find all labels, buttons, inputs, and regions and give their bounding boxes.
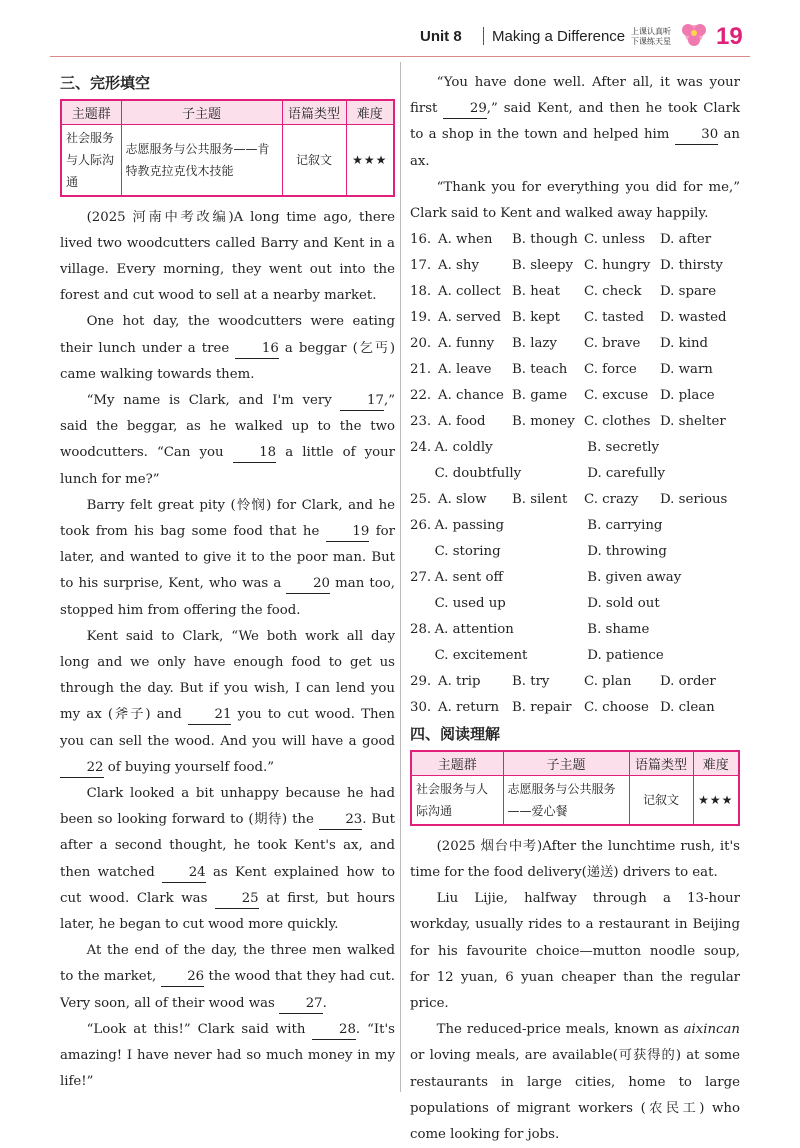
cell-text-type: 记叙文 — [629, 775, 693, 825]
option-row — [410, 279, 740, 305]
option-d[interactable]: D. kind — [660, 336, 709, 352]
option-c[interactable]: C. excuse — [584, 388, 649, 404]
option-c[interactable]: C. tasted — [584, 310, 644, 326]
passage-paragraph — [60, 493, 395, 624]
option-c[interactable]: C. storing — [434, 544, 501, 560]
page-header — [0, 18, 800, 54]
option-c[interactable]: C. hungry — [584, 258, 651, 274]
option-d[interactable]: D. wasted — [660, 310, 727, 326]
header-difficulty: 难度 — [346, 100, 394, 124]
option-d[interactable]: D. sold out — [587, 596, 660, 612]
option-b[interactable]: B. secretly — [587, 440, 659, 456]
blank-24[interactable]: 24 — [162, 864, 206, 883]
option-c[interactable]: C. plan — [584, 674, 632, 690]
paragraph-text: ,” said Kent, and then he took Clark to a shop in the town and helped him — [410, 101, 740, 143]
option-row — [410, 331, 740, 357]
paragraph-text: “My name is Clark, and I'm very — [86, 392, 341, 408]
question-number: 26. — [410, 518, 432, 534]
option-b[interactable]: B. kept — [512, 310, 561, 326]
blank-19[interactable]: 19 — [326, 523, 370, 542]
passage-paragraph — [60, 938, 395, 1017]
cell-sub-theme: 志愿服务与公共服务——爱心餐 — [503, 775, 629, 825]
passage-paragraph — [60, 781, 395, 938]
option-row — [410, 305, 740, 331]
paragraph-text: man too, stopped him from offering the food. — [60, 576, 395, 618]
option-b[interactable]: B. though — [512, 232, 578, 248]
option-row — [410, 383, 740, 409]
option-c[interactable]: C. force — [584, 362, 637, 378]
question-number: 29. — [410, 674, 432, 690]
passage-paragraph — [60, 309, 395, 388]
header-slogan — [631, 27, 671, 47]
column-divider — [400, 62, 401, 1092]
paragraph-text: an ax. — [410, 127, 741, 169]
paragraph-text: at first, but hours later, he began to cut wood more quickly. — [60, 890, 395, 932]
paragraph-text: the wood that they had cut. Very soon, all of their wood was — [60, 969, 395, 1011]
question-number: 22. — [410, 388, 432, 404]
reading-paragraph — [410, 1017, 740, 1148]
left-column — [60, 70, 395, 1095]
option-b[interactable]: B. repair — [512, 700, 572, 716]
option-c[interactable]: C. clothes — [584, 414, 651, 430]
italic-term: aixincan — [683, 1022, 740, 1038]
option-row — [410, 695, 740, 721]
paragraph-text: Clark looked a bit unhappy because he had been so looking forward to (期待) the — [60, 785, 395, 828]
section-title-cloze: 三、完形填空 — [60, 74, 151, 92]
option-row — [410, 409, 740, 435]
option-row — [410, 253, 740, 279]
option-row — [410, 539, 740, 565]
indent-spacer — [410, 461, 435, 487]
option-a[interactable]: A. funny — [438, 336, 495, 352]
option-d[interactable]: D. patience — [587, 648, 664, 664]
option-d[interactable]: D. shelter — [660, 414, 726, 430]
option-a[interactable]: A. when — [438, 232, 493, 248]
unit-label: Unit 8 — [420, 28, 462, 45]
option-d[interactable]: D. after — [660, 232, 712, 248]
page-number: 19 — [716, 23, 743, 50]
option-row — [410, 487, 740, 513]
option-a[interactable]: A. trip — [438, 674, 481, 690]
option-d[interactable]: D. serious — [660, 492, 728, 508]
option-row — [410, 227, 740, 253]
cell-difficulty: ★★★ — [346, 124, 394, 196]
cloze-info-table — [60, 99, 395, 197]
right-column — [410, 70, 740, 1148]
paragraph-text: “Look at this!” Clark said with — [86, 1021, 313, 1037]
option-a[interactable]: A. attention — [434, 622, 514, 638]
option-row — [410, 591, 740, 617]
slogan-line-1: 上课认真听 — [631, 27, 671, 36]
question-number: 24. — [410, 440, 432, 456]
option-c[interactable]: C. used up — [434, 596, 506, 612]
cell-difficulty: ★★★ — [693, 775, 739, 825]
section-title-reading: 四、阅读理解 — [410, 725, 501, 744]
passage-paragraph — [60, 205, 395, 310]
option-c[interactable]: C. check — [584, 284, 642, 300]
option-row — [410, 617, 740, 643]
option-row — [410, 669, 740, 695]
question-number: 21. — [410, 362, 432, 378]
option-b[interactable]: B. heat — [512, 284, 560, 300]
blank-18[interactable]: 18 — [233, 444, 277, 463]
option-b[interactable]: B. lazy — [512, 336, 557, 352]
option-c[interactable]: C. choose — [584, 700, 649, 716]
option-row — [410, 643, 740, 669]
unit-title: Making a Difference — [492, 28, 626, 45]
option-d[interactable]: D. thirsty — [660, 258, 723, 274]
paragraph-text: “You have done well. After all, it was your first — [410, 75, 740, 117]
cell-sub-theme: 志愿服务与公共服务——肯特教克拉克伐木技能 — [121, 124, 282, 196]
question-number: 25. — [410, 492, 432, 508]
paragraph-text: as Kent explained how to cut wood. Clark was — [60, 864, 396, 906]
option-b[interactable]: B. game — [512, 388, 568, 404]
paragraph-text: ,” said the beggar, as he walked up to the two woodcutters. “Can you — [60, 392, 395, 461]
indent-spacer — [410, 643, 435, 669]
option-a[interactable]: A. slow — [438, 492, 487, 508]
indent-spacer — [410, 591, 435, 617]
reading-info-table — [410, 750, 740, 826]
paragraph-text: or loving meals, are available(可获得的) at some restaurants in large cities, home to large populations of migrant workers (农民工) who come looking for jobs. — [410, 1048, 740, 1142]
blank-25[interactable]: 25 — [215, 890, 259, 909]
paragraph-text: Barry felt great pity (怜悯) for Clark, and he took from his bag some food that he — [60, 497, 395, 539]
option-c[interactable]: C. excitement — [434, 648, 528, 664]
option-c[interactable]: C. brave — [584, 336, 641, 352]
cell-text-type: 记叙文 — [282, 124, 346, 196]
question-number: 28. — [410, 622, 432, 638]
paragraph-text: . But after a second thought, he took Kent's ax, and then watched — [60, 812, 395, 880]
indent-spacer — [410, 539, 435, 565]
blank-23[interactable]: 23 — [319, 811, 363, 830]
paragraph-text: of buying yourself food.” — [103, 759, 275, 775]
option-row — [410, 461, 740, 487]
paragraph-text: After the lunchtime rush, it's time for the food delivery(递送) drivers to eat. — [410, 838, 740, 880]
option-c[interactable]: C. crazy — [584, 492, 639, 508]
flower-logo-icon — [676, 20, 712, 52]
option-row — [410, 357, 740, 383]
option-a[interactable]: A. collect — [438, 284, 501, 300]
blank-26[interactable]: 26 — [161, 968, 205, 987]
option-d[interactable]: D. throwing — [587, 544, 667, 560]
passage-paragraph: “Thank you for everything you did for me,” Clark said to Kent and walked away happily. — [410, 179, 740, 222]
paragraph-text: One hot day, the woodcutters were eating their lunch under a tree — [60, 314, 395, 356]
option-d[interactable]: D. place — [660, 388, 715, 404]
paragraph-text: you to cut wood. Then you can sell the wood. And you will have a good — [60, 707, 395, 749]
reading-paragraph: Liu Lijie, halfway through a 13-hour workday, usually rides to a restaurant in Beijing for his favourite choice—mutton noodle soup, for 12 yuan, 6 yuan cheaper than the regular price. — [410, 891, 740, 1011]
option-b[interactable]: B. teach — [512, 362, 568, 378]
passage-paragraph — [60, 388, 395, 493]
option-d[interactable]: D. warn — [660, 362, 713, 378]
option-a[interactable]: A. chance — [438, 388, 504, 404]
slogan-line-2: 下课练天星 — [631, 37, 671, 46]
header-sub-theme: 子主题 — [121, 100, 282, 124]
question-number: 19. — [410, 310, 432, 326]
source-note: (2025 烟台中考) — [436, 838, 543, 854]
paragraph-text: a beggar (乞丐) came walking towards them. — [60, 340, 396, 382]
header-text-type: 语篇类型 — [629, 751, 693, 775]
paragraph-text: A long time ago, there lived two woodcutters called Barry and Kent in a village. Every morning, they went out into the forest and cut wood to sell at a nearby market. — [60, 209, 395, 304]
option-a[interactable]: A. passing — [434, 518, 505, 534]
reading-paragraph — [410, 834, 740, 886]
option-b[interactable]: B. silent — [512, 492, 568, 508]
option-row — [410, 435, 740, 461]
paragraph-text: . “It's amazing! I have never had so much money in my life!” — [60, 1021, 396, 1090]
option-b[interactable]: B. given away — [587, 570, 682, 586]
option-c[interactable]: C. doubtfully — [434, 466, 522, 482]
question-number: 16. — [410, 232, 432, 248]
paragraph-text: . — [322, 995, 327, 1011]
passage-paragraph — [410, 70, 740, 175]
options-list — [410, 227, 740, 721]
header-separator — [483, 27, 484, 45]
cell-theme-group: 社会服务与人际沟通 — [61, 124, 121, 196]
option-a[interactable]: A. leave — [438, 362, 492, 378]
blank-30[interactable]: 30 — [675, 126, 719, 145]
blank-21[interactable]: 21 — [188, 706, 232, 725]
header-difficulty: 难度 — [693, 751, 739, 775]
option-b[interactable]: B. money — [512, 414, 575, 430]
source-note: (2025 河南中考改编) — [86, 209, 234, 225]
option-b[interactable]: B. sleepy — [512, 258, 574, 274]
header-theme-group: 主题群 — [411, 751, 503, 775]
question-number: 23. — [410, 414, 432, 430]
blank-17[interactable]: 17 — [340, 392, 384, 411]
paragraph-text: Kent said to Clark, “We both work all day long and we only have enough food to get us through the day. But if you wish, I can lend you my ax (斧子) and — [60, 628, 395, 723]
option-b[interactable]: B. try — [512, 674, 550, 690]
option-c[interactable]: C. unless — [584, 232, 646, 248]
paragraph-text: The reduced-price meals, known as — [436, 1022, 684, 1038]
option-d[interactable]: D. carefully — [587, 466, 666, 482]
option-a[interactable]: A. coldly — [434, 440, 493, 456]
option-d[interactable]: D. spare — [660, 284, 717, 300]
blank-20[interactable]: 20 — [286, 575, 330, 594]
header-sub-theme: 子主题 — [503, 751, 629, 775]
option-a[interactable]: A. sent off — [434, 570, 503, 586]
question-number: 18. — [410, 284, 432, 300]
cell-theme-group: 社会服务与人际沟通 — [411, 775, 503, 825]
header-rule — [50, 56, 750, 57]
question-number: 20. — [410, 336, 432, 352]
paragraph-text: a little of your lunch for me?” — [60, 445, 396, 487]
blank-22[interactable]: 22 — [60, 759, 104, 778]
option-a[interactable]: A. shy — [438, 258, 479, 274]
question-number: 17. — [410, 258, 432, 274]
blank-28[interactable]: 28 — [312, 1021, 356, 1040]
passage-paragraph — [60, 624, 395, 781]
option-b[interactable]: B. shame — [587, 622, 650, 638]
option-a[interactable]: A. return — [438, 700, 500, 716]
paragraph-text: At the end of the day, the three men walked to the market, — [60, 943, 395, 985]
option-b[interactable]: B. carrying — [587, 518, 663, 534]
option-a[interactable]: A. food — [438, 414, 486, 430]
header-text-type: 语篇类型 — [282, 100, 346, 124]
option-row — [410, 565, 740, 591]
question-number: 30. — [410, 700, 432, 716]
option-d[interactable]: D. clean — [660, 700, 715, 716]
blank-29[interactable]: 29 — [443, 100, 487, 119]
option-d[interactable]: D. order — [660, 674, 716, 690]
blank-16[interactable]: 16 — [235, 340, 279, 359]
question-number: 27. — [410, 570, 432, 586]
passage-paragraph — [60, 1017, 395, 1096]
header-theme-group: 主题群 — [61, 100, 121, 124]
option-a[interactable]: A. served — [438, 310, 501, 326]
paragraph-text: for later, and wanted to give it to the poor man. But to his surprise, Kent, who was a — [60, 523, 396, 592]
blank-27[interactable]: 27 — [279, 995, 323, 1014]
option-row — [410, 513, 740, 539]
